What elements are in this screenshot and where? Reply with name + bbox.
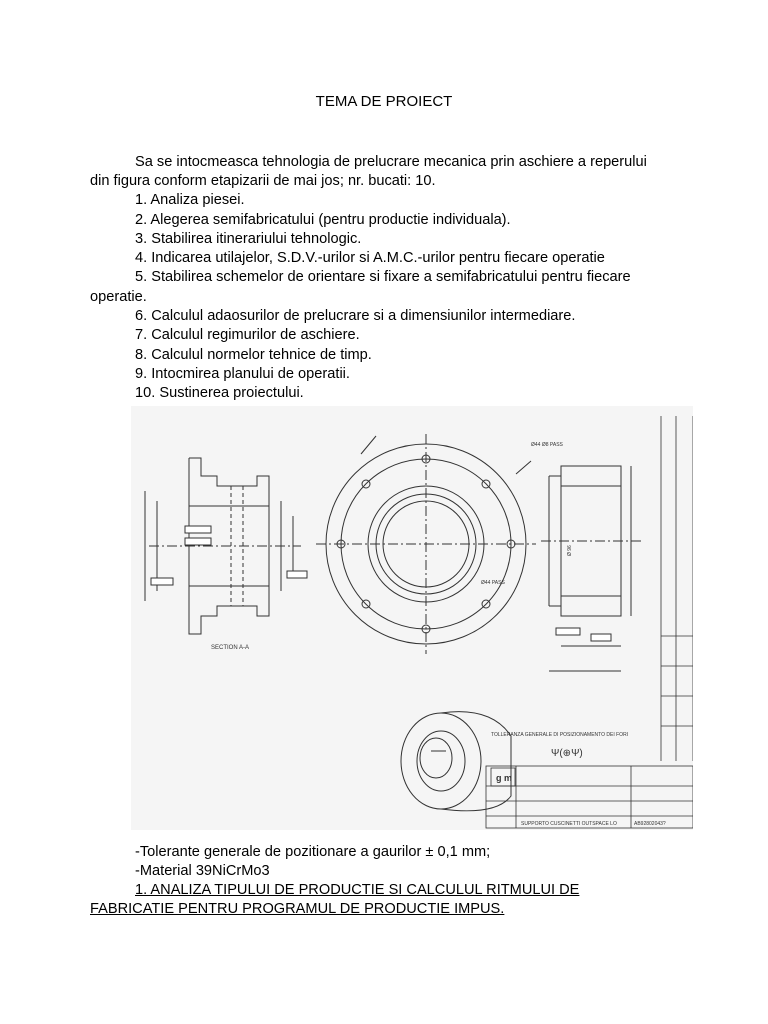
- list-item: 4. Indicarea utilajelor, S.D.V.-urilor si A.M.C.-urilor pentru fiecare operatie: [135, 250, 605, 266]
- note-line: -Material 39NiCrMo3: [135, 863, 270, 879]
- note-line: -Tolerante generale de pozitionare a gaurilor ± 0,1 mm;: [135, 844, 491, 860]
- tolerance-label: TOLLERANZA GENERALE DI POSIZIONAMENTO DEI FORI: [491, 732, 629, 738]
- tolerance-symbol: Ψ(⊕Ψ): [551, 748, 583, 759]
- diameter-label: Ø44 PASS: [481, 580, 505, 586]
- section-label: SECTION A-A: [211, 645, 250, 651]
- dimension-label: Ø 96: [567, 545, 573, 556]
- section-heading-line-1: 1. ANALIZA TIPULUI DE PRODUCTIE SI CALCULUL RITMULUI DE: [135, 882, 580, 898]
- page-title: TEMA DE PROIECT: [315, 93, 453, 110]
- list-item: 8. Calculul normelor tehnice de timp.: [135, 347, 372, 363]
- list-item: 3. Stabilirea itinerariului tehnologic.: [135, 231, 362, 247]
- list-item: 7. Calculul regimurilor de aschiere.: [135, 327, 360, 343]
- list-item: 2. Alegerea semifabricatului (pentru productie individuala).: [135, 212, 511, 228]
- list-item: 10. Sustinerea proiectului.: [135, 385, 304, 401]
- intro-text-line-2: din figura conform etapizarii de mai jos; nr. bucati: 10.: [90, 173, 436, 189]
- list-item: 5. Stabilirea schemelor de orientare si fixare a semifabricatului pentru fiecare: [135, 269, 631, 285]
- company-logo-icon: g m: [496, 773, 513, 783]
- list-item: 1. Analiza piesei.: [135, 192, 245, 208]
- section-heading-line-2: FABRICATIE PENTRU PROGRAMUL DE PRODUCTIE IMPUS.: [90, 901, 505, 917]
- technical-drawing: [131, 406, 693, 830]
- intro-text-line-1: Sa se intocmeasca tehnologia de prelucrare mecanica prin aschiere a reperului: [135, 154, 647, 170]
- list-item-continuation: operatie.: [90, 289, 147, 305]
- part-title: SUPPORTO CUSCINETTI OUTSPACE LO: [521, 821, 617, 827]
- part-number: AB92802043?: [634, 821, 666, 827]
- list-item: 6. Calculul adaosurilor de prelucrare si a dimensiunilor intermediare.: [135, 308, 576, 324]
- diameter-label: Ø44 Ø8 PASS: [531, 442, 563, 448]
- list-item: 9. Intocmirea planului de operatii.: [135, 366, 350, 382]
